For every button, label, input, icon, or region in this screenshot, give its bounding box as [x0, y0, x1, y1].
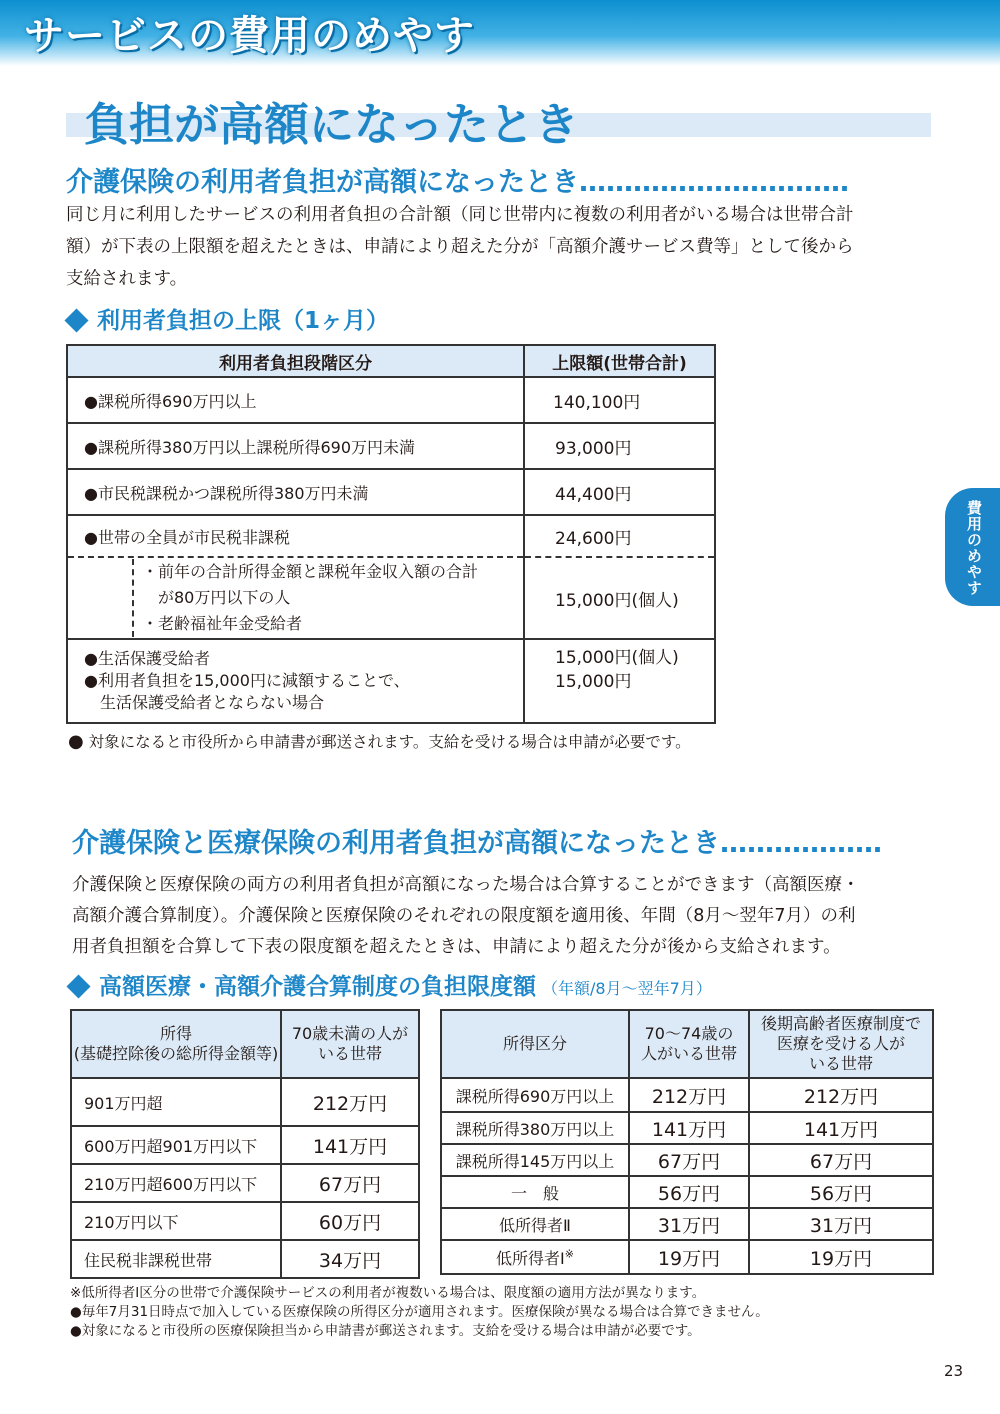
- table-row: [71, 1078, 419, 1126]
- over70-row-value2: 31万円: [749, 1208, 933, 1240]
- section2-note: ●対象になると市役所の医療保険担当から申請書が郵送されます。支給を受ける場合は申請が必要です。: [70, 1323, 701, 1339]
- over70-header-70-74: [629, 1010, 749, 1078]
- over70-header-line: 医療を受ける人が: [776, 1034, 905, 1053]
- over70-header-late-elderly: [749, 1010, 933, 1078]
- limit-table-header-limit: 上限額(世帯合計): [524, 345, 715, 377]
- over70-row-label-text: 低所得者Ⅰ: [496, 1248, 565, 1268]
- section2-subheading-text: 高額医療・高額介護合算制度の負担限度額: [99, 974, 536, 1000]
- limit-subrow-line: ・老齢福祉年金受給者: [142, 614, 303, 633]
- under70-row-value: 212万円: [281, 1078, 419, 1126]
- limit-row-label: ●世帯の全員が市民税非課税: [67, 515, 524, 557]
- section2-notes: [70, 1284, 769, 1341]
- over70-row-label: 低所得者Ⅱ: [441, 1208, 629, 1240]
- section1-paragraph: [66, 199, 946, 295]
- over70-row-value2: 67万円: [749, 1144, 933, 1176]
- under70-header-income: [71, 1010, 281, 1078]
- table-row: [441, 1112, 933, 1144]
- under70-header-household: [281, 1010, 419, 1078]
- over70-row-value2: 19万円: [749, 1240, 933, 1274]
- section2-heading-text: 介護保険と医療保険の利用者負担が高額になったとき: [72, 828, 720, 859]
- limit-lastrow-value: 15,000円(個人): [555, 648, 679, 668]
- limit-subrow-cell: [67, 557, 524, 639]
- table-row: [441, 1208, 933, 1240]
- section2-note: ※低所得者Ⅰ区分の世帯で介護保険サービスの利用者が複数いる場合は、限度額の適用方法が異なります。: [70, 1285, 706, 1301]
- over70-row-label: 課税所得145万円以上: [441, 1144, 629, 1176]
- over70-row-value1: 212万円: [629, 1078, 749, 1112]
- limit-lastrow-label: [67, 639, 524, 723]
- table-row: [67, 469, 715, 515]
- over70-row-label: 一 般: [441, 1176, 629, 1208]
- table-row: [441, 1176, 933, 1208]
- under70-row-value: 141万円: [281, 1126, 419, 1164]
- page-number: 23: [944, 1362, 964, 1380]
- table-row: [71, 1202, 419, 1240]
- table-row: [71, 1164, 419, 1202]
- table-row: [71, 1240, 419, 1278]
- table-row: [67, 423, 715, 469]
- section2-note: ●毎年7月31日時点で加入している医療保険の所得区分が適用されます。医療保険が異なる場合は合算できません。: [70, 1304, 769, 1320]
- under70-row-label: 600万円超901万円以下: [71, 1126, 281, 1164]
- section2-paragraph: [72, 870, 942, 963]
- limit-subrow-value: 15,000円(個人): [524, 557, 715, 639]
- table-row: [67, 557, 715, 639]
- over70-row-value2: 141万円: [749, 1112, 933, 1144]
- section2-heading-dots: ………………: [720, 828, 882, 859]
- section1-para-line: 支給されます。: [66, 269, 188, 289]
- over70-row-label: 課税所得380万円以上: [441, 1112, 629, 1144]
- under70-row-value: 67万円: [281, 1164, 419, 1202]
- limit-row-label: ●課税所得380万円以上課税所得690万円未満: [67, 423, 524, 469]
- limit-row-label: ●課税所得690万円以上: [67, 377, 524, 423]
- section2-para-line: 用者負担額を合算して下表の限度額を超えたときは、申請により超えた分が後から支給されます。: [72, 937, 841, 957]
- under70-header-line: (基礎控除後の総所得金額等): [73, 1044, 279, 1063]
- section2-heading: [72, 821, 882, 860]
- limit-lastrow-line: 生活保護受給者とならない場合: [84, 693, 325, 712]
- under70-row-value: 60万円: [281, 1202, 419, 1240]
- table-row: [67, 377, 715, 423]
- over70-header-line: 人がいる世帯: [640, 1044, 737, 1063]
- over70-row-label: [441, 1240, 629, 1274]
- limit-subrow-line: が80万円以下の人: [142, 588, 291, 607]
- section2-subheading-note: （年額/8月～翌年7月）: [542, 979, 712, 998]
- under70-header-line: 所得: [159, 1024, 192, 1043]
- side-index-tab-label: 費用のめやす: [965, 500, 983, 596]
- limit-row-value: 93,000円: [524, 423, 715, 469]
- over70-header-income: 所得区分: [441, 1010, 629, 1078]
- bullet-icon: ●: [68, 731, 84, 752]
- limit-row-value: 140,100円: [524, 377, 715, 423]
- over70-header-line: 後期高齢者医療制度で: [760, 1014, 921, 1033]
- table-row: [441, 1240, 933, 1274]
- combined-table-over70: [440, 1009, 934, 1275]
- table-row: [71, 1126, 419, 1164]
- over70-row-value1: 31万円: [629, 1208, 749, 1240]
- under70-row-label: 210万円超600万円以下: [71, 1164, 281, 1202]
- limit-subrow-line: ・前年の合計所得金額と課税年金収入額の合計: [142, 562, 479, 581]
- under70-header-line: 70歳未満の人が: [291, 1024, 409, 1043]
- over70-header-line: 70～74歳の: [644, 1024, 734, 1043]
- limit-lastrow-line: ●利用者負担を15,000円に減額することで、: [84, 671, 410, 690]
- over70-row-label: 課税所得690万円以上: [441, 1078, 629, 1112]
- diamond-icon: [66, 974, 90, 998]
- section1-heading: [66, 160, 849, 199]
- over70-row-value1: 56万円: [629, 1176, 749, 1208]
- limit-row-value: 44,400円: [524, 469, 715, 515]
- table-row: [441, 1144, 933, 1176]
- limit-lastrow-line: ●生活保護受給者: [84, 649, 210, 668]
- under70-row-value: 34万円: [281, 1240, 419, 1278]
- over70-header-line: いる世帯: [808, 1054, 873, 1073]
- over70-row-value1: 67万円: [629, 1144, 749, 1176]
- over70-row-value2: 56万円: [749, 1176, 933, 1208]
- over70-row-value1: 141万円: [629, 1112, 749, 1144]
- section2-para-line: 高額介護合算制度）。介護保険と医療保険のそれぞれの限度額を適用後、年間（8月～翌年7月）の利: [72, 906, 856, 926]
- footnote-mark: ※: [564, 1247, 574, 1261]
- section1-subheading: [62, 302, 389, 335]
- section1-note: [68, 730, 691, 752]
- section1-heading-dots: …………………………: [579, 167, 849, 198]
- section1-subheading-text: 利用者負担の上限（1ヶ月）: [97, 308, 390, 334]
- limit-lastrow-values: [524, 639, 715, 723]
- section1-para-line: 同じ月に利用したサービスの利用者負担の合計額（同じ世帯内に複数の利用者がいる場合は世帯合計: [66, 205, 854, 225]
- header-bar: [0, 0, 1000, 66]
- section1-para-line: 額）が下表の上限額を超えたときは、申請により超えた分が「高額介護サービス費等」として後から: [66, 237, 854, 257]
- under70-row-label: 210万円以下: [71, 1202, 281, 1240]
- section1-note-text: 対象になると市役所から申請書が郵送されます。支給を受ける場合は申請が必要です。: [88, 733, 691, 751]
- limit-row-label: ●市民税課税かつ課税所得380万円未満: [67, 469, 524, 515]
- section1-heading-text: 介護保険の利用者負担が高額になったとき: [66, 167, 579, 198]
- side-index-tab[interactable]: [945, 488, 1000, 606]
- header-title: サービスの費用のめやす: [24, 13, 475, 59]
- limit-table: [66, 344, 716, 724]
- page-title: 負担が高額になったとき: [84, 98, 580, 151]
- section2-para-line: 介護保険と医療保険の両方の利用者負担が高額になった場合は合算することができます（高額医療・: [72, 875, 860, 895]
- combined-table-under70: [70, 1009, 420, 1279]
- section2-subheading: [64, 968, 712, 1001]
- limit-subrow-box: [132, 559, 523, 637]
- limit-row-value: 24,600円: [524, 515, 715, 557]
- under70-row-label: 住民税非課税世帯: [71, 1240, 281, 1278]
- under70-header-line: いる世帯: [317, 1044, 382, 1063]
- table-row: [441, 1078, 933, 1112]
- table-row: [67, 639, 715, 723]
- table-row: [67, 515, 715, 557]
- limit-table-header-category: 利用者負担段階区分: [67, 345, 524, 377]
- diamond-icon: [64, 308, 88, 332]
- limit-lastrow-value: 15,000円: [555, 672, 632, 692]
- under70-row-label: 901万円超: [71, 1078, 281, 1126]
- over70-row-value1: 19万円: [629, 1240, 749, 1274]
- over70-row-value2: 212万円: [749, 1078, 933, 1112]
